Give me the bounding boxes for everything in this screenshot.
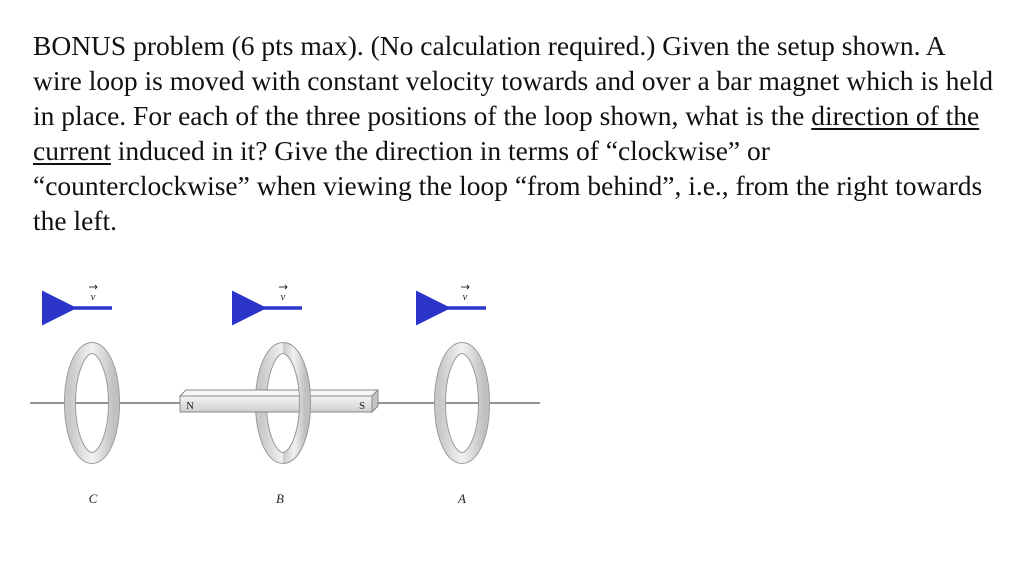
velocity-label-b: v [280, 291, 286, 303]
velocity-label-c: v [90, 291, 96, 303]
velocity-label-a: v [462, 291, 468, 303]
velocity-symbol-a [461, 285, 469, 303]
magnet-south-label: S [359, 400, 366, 412]
loop-label-b: B [276, 491, 284, 506]
problem-text-part1: BONUS problem (6 pts max). (No calculation required.) Given the setup shown. A wire loop is moved with constant velocity towards and over a bar magnet which is held in place. For each of the three positions of the loop shown, what is the [33, 30, 993, 131]
velocity-symbol-b [279, 285, 287, 303]
bar-magnet [180, 390, 378, 412]
problem-statement [33, 28, 993, 238]
underlined-phrase: direction of the current [33, 100, 980, 166]
loop-label-c: C [88, 491, 98, 506]
loop-label-a: A [458, 491, 466, 506]
velocity-symbol-c [89, 285, 97, 303]
problem-text-part2: induced in it? Give the direction in terms of “clockwise” or “counterclockwise” when viewing the loop “from behind”, i.e., from the right towards the left. [33, 135, 983, 236]
figure-svg [0, 270, 560, 520]
loop-magnet-figure [0, 270, 560, 520]
magnet-north-label: N [186, 400, 194, 412]
